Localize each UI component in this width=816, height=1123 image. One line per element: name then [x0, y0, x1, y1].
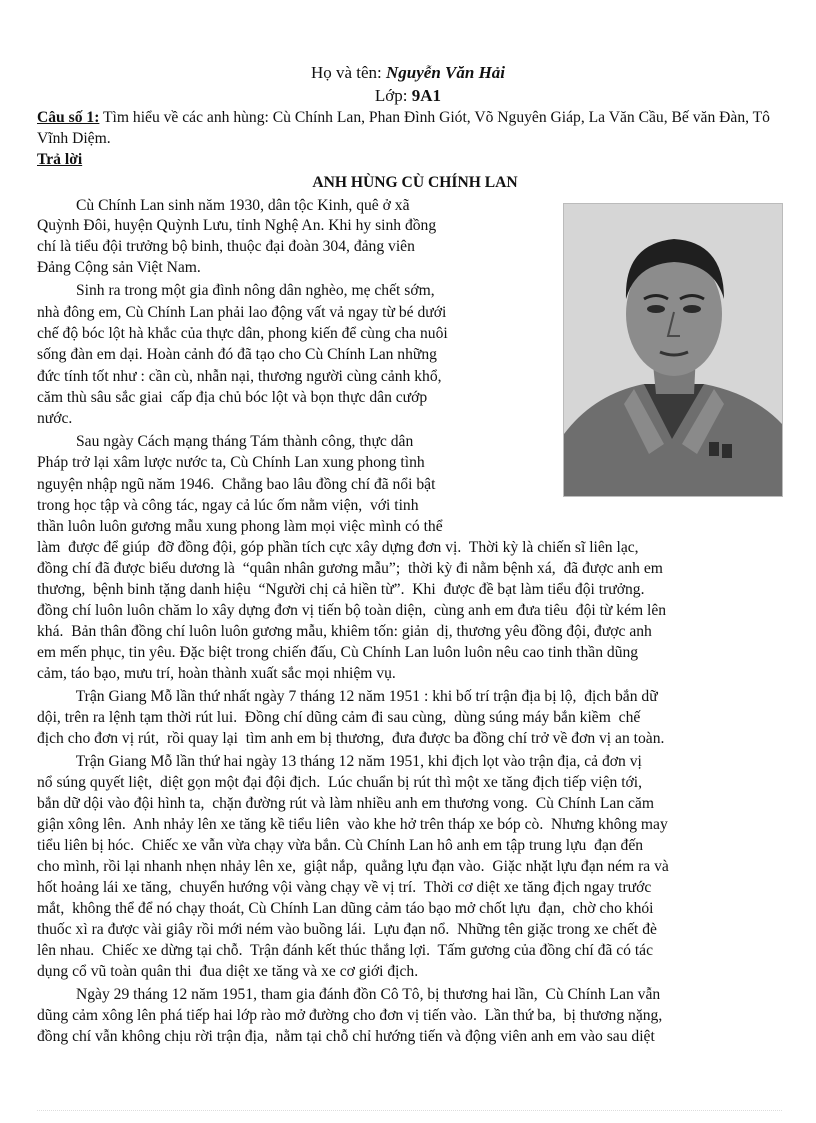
- portrait-photo: [563, 203, 783, 497]
- article-line: đồng chí luôn luôn chăm lo xây dựng đơn vị tiến bộ toàn diện, cùng anh em đưa tiêu đội từ kém lên: [37, 602, 667, 619]
- article-line: Ngày 29 tháng 12 năm 1951, tham gia đánh đồn Cô Tô, bị thương hai lần, Cù Chính Lan vẫn: [37, 986, 661, 1003]
- article-line: nhà đông em, Cù Chính Lan phải lao động vất vả ngay từ bé dưới: [37, 304, 447, 321]
- question: [37, 107, 782, 149]
- article-line: Cù Chính Lan sinh năm 1930, dân tộc Kinh, quê ở xã: [37, 197, 410, 214]
- article-line: bắn dữ dội vào đội hình ta, chặn đường rút và làm nhiều anh em thương vong. Cù Chính Lan căm: [37, 795, 654, 812]
- article-line: đồng chí đã được biểu dương là “quân nhân gương mẫu”; thời kỳ đi nằm bệnh xá, đã được anh em: [37, 560, 663, 577]
- article-line: lên nhau. Chiếc xe dừng tại chỗ. Trận đánh kết thúc thắng lợi. Tấm gương của đồng chí đã có tác: [37, 942, 653, 959]
- article-line: Đảng Cộng sản Việt Nam.: [37, 259, 201, 276]
- page-bottom-rule: [37, 1110, 782, 1111]
- article-line: giận xông lên. Anh nhảy lên xe tăng kề tiểu liên vào khe hở trên tháp xe bóp cò. Nhưng không may: [37, 816, 668, 833]
- class-line: [0, 85, 816, 107]
- article-line: chí là tiểu đội trưởng bộ binh, thuộc đại đoàn 304, đảng viên: [37, 238, 415, 255]
- article-line: khá. Bản thân đồng chí luôn luôn gương mẫu, khiêm tốn: giản dị, thương yêu đồng đội, được anh: [37, 623, 652, 640]
- question-text: Tìm hiểu về các anh hùng: Cù Chính Lan, Phan Đình Giót, Võ Nguyên Giáp, La Văn Cầu, Bế văn Đàn, Tô Vĩnh Diệm.: [37, 109, 770, 147]
- article-line: làm được để giúp đỡ đồng đội, góp phần tích cực xây dựng đơn vị. Thời kỳ là chiến sĩ liên lạc,: [37, 539, 639, 556]
- article-line: địch cho đơn vị rút, rồi quay lại tìm anh em bị thương, đưa được ba đồng chí trở về đơn vị an toàn.: [37, 730, 665, 747]
- article-line: nguyện nhập ngũ năm 1946. Chẳng bao lâu đồng chí đã nổi bật: [37, 476, 436, 493]
- article-line: dụng cổ vũ toàn quân thi đua diệt xe tăng và xe cơ giới địch.: [37, 963, 419, 980]
- article-line: mắt, không thể để nó chạy thoát, Cù Chính Lan dũng cảm táo bạo mở chốt lựu đạn, chờ cho khói: [37, 900, 654, 917]
- name-label: Họ và tên:: [310, 63, 387, 82]
- article-line: Sau ngày Cách mạng tháng Tám thành công, thực dân: [37, 433, 414, 450]
- article-line: thương, bệnh binh tặng danh hiệu “Người chị cả hiền từ”. Khi được đề bạt làm tiểu đội trưởng.: [37, 581, 645, 598]
- article-line: cho mình, rồi lại nhanh nhẹn nhảy lên xe, giật nắp, quẳng lựu đạn vào. Giặc nhặt lựu đạn ném ra và: [37, 858, 669, 875]
- article-line: tiểu liên bị hóc. Chiếc xe vẫn vừa chạy vừa bắn. Cù Chính Lan hô anh em tập trung lựu đạn đến: [37, 837, 644, 854]
- portrait-illustration: [564, 204, 782, 496]
- article-line: căm thù sâu sắc giai cấp địa chủ bóc lột và bọn thực dân cướp: [37, 389, 428, 406]
- student-name: Nguyễn Văn Hải: [386, 63, 506, 82]
- article-line: thuốc xì ra được vài giây rồi mới ném vào buồng lái. Lựu đạn nổ. Những tên giặc trong xe chết đè: [37, 921, 657, 938]
- article-line: sống đàn em dại. Hoàn cảnh đó đã tạo cho Cù Chính Lan những: [37, 346, 437, 363]
- article-line: cảm, táo bạo, mưu trí, hoàn thành xuất sắc mọi nhiệm vụ.: [37, 665, 396, 682]
- article-line: đức tính tốt như : cần cù, nhẫn nại, thương người cùng cảnh khổ,: [37, 368, 442, 385]
- student-name-line: [0, 62, 816, 84]
- article-line: Sinh ra trong một gia đình nông dân nghèo, mẹ chết sớm,: [37, 282, 435, 299]
- article-line: nổ súng quyết liệt, diệt gọn một đại đội địch. Lúc chuẩn bị rút thì một xe tăng địch tiếp viện tới,: [37, 774, 643, 791]
- article-line: em mến phục, tin yêu. Đặc biệt trong chiến đấu, Cù Chính Lan luôn luôn nêu cao tinh thần dũng: [37, 644, 639, 661]
- article-line: Quỳnh Đôi, huyện Quỳnh Lưu, tỉnh Nghệ An. Khi hy sinh đồng: [37, 217, 437, 234]
- question-label: Câu số 1:: [37, 109, 100, 126]
- article-line: Trận Giang Mỗ lần thứ hai ngày 13 tháng 12 năm 1951, khi địch lọt vào trận địa, cả đơn vị: [37, 753, 642, 770]
- article-line: đồng chí vẫn không chịu rời trận địa, nằm tại chỗ chỉ hướng tiến và động viên anh em vào sau diệt: [37, 1028, 655, 1045]
- article-line: nước.: [37, 410, 73, 427]
- class-label: Lớp:: [374, 86, 412, 105]
- article-line: thần luôn luôn gương mẫu xung phong làm mọi việc mình có thể: [37, 518, 443, 535]
- article-line: chế độ bóc lột hà khắc của thực dân, phong kiến để cùng cha nuôi: [37, 325, 448, 342]
- article-line: hốt hoảng lái xe tăng, chuyển hướng vội vàng chạy về vị trí. Thời cơ diệt xe tăng địch ngay trước: [37, 879, 652, 896]
- article-line: trong học tập và công tác, ngay cả lúc ốm nằm viện, với tinh: [37, 497, 419, 514]
- article-line: Pháp trở lại xâm lược nước ta, Cù Chính Lan xung phong tình: [37, 454, 425, 471]
- article-line: dũng cảm xông lên phá tiếp hai lớp rào mở đường cho đơn vị tiến vào. Lần thứ ba, bị thương nặng,: [37, 1007, 663, 1024]
- answer-label: Trả lời: [37, 151, 83, 168]
- article-line: Trận Giang Mỗ lần thứ nhất ngày 7 tháng 12 năm 1951 : khi bố trí trận địa bị lộ, địch bắn dữ: [37, 688, 658, 705]
- article-line: dội, trên ra lệnh tạm thời rút lui. Đồng chí dũng cảm đi sau cùng, dùng súng máy bắn kiềm chế: [37, 709, 641, 726]
- article-title: ANH HÙNG CÙ CHÍNH LAN: [312, 174, 518, 191]
- class-value: 9A1: [411, 86, 442, 105]
